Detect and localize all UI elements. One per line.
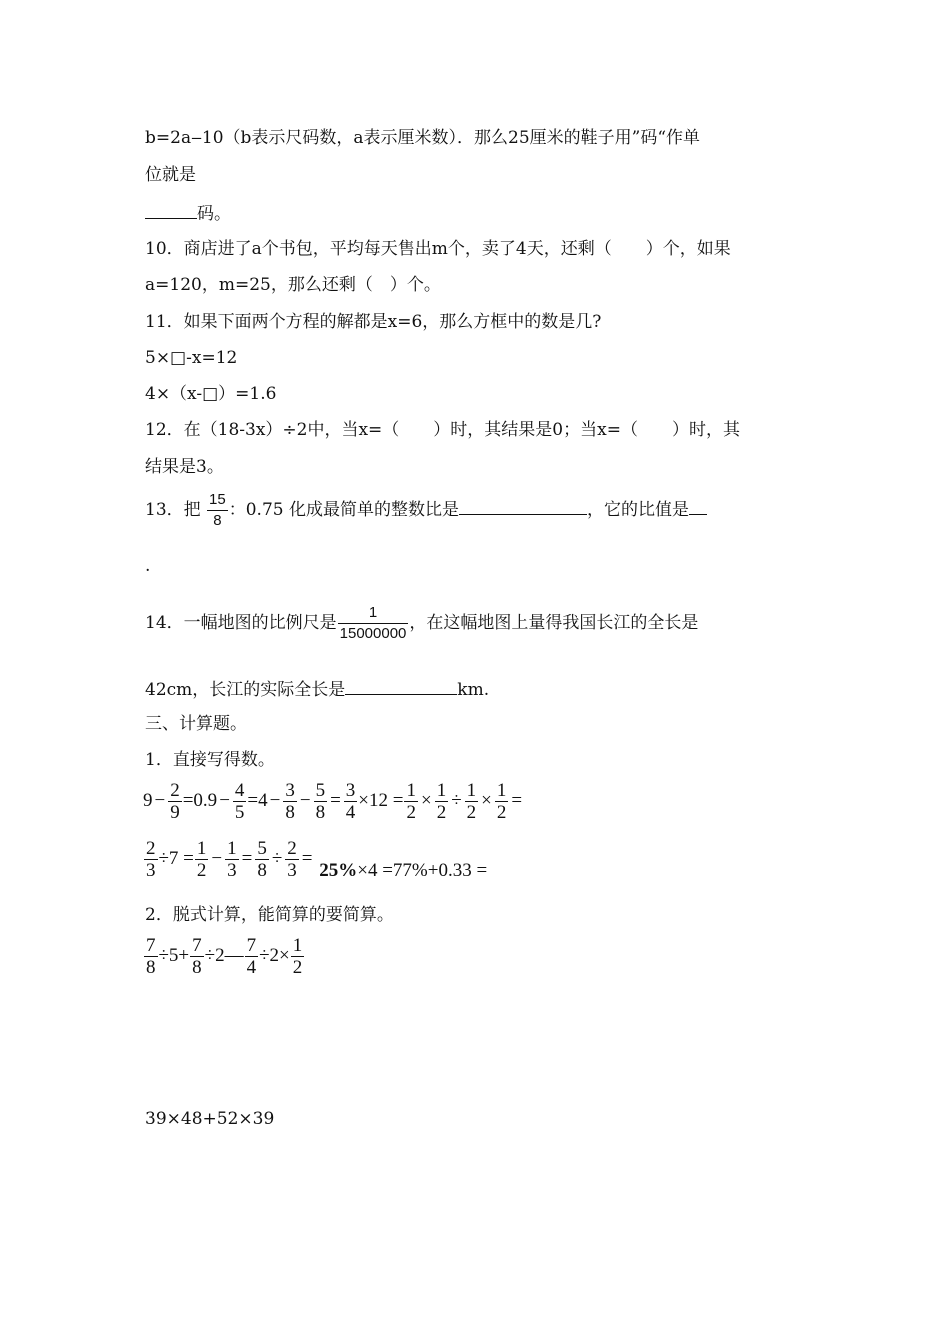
r1-frac8: $\frac{1}{2}$ <box>466 780 477 823</box>
q14-prefix: 14．一幅地图的比例尺是 <box>145 613 337 633</box>
r1-frac2: $\frac{4}{5}$ <box>234 780 245 823</box>
q10-line2: a=120，m=25，那么还剩（ ）个。 <box>145 275 441 295</box>
q12-line1: 12．在（18-3x）÷2中，当x=（ ）时，其结果是0；当x=（ ）时，其 <box>145 420 740 440</box>
r2-percent-77: ×4 =77% <box>357 859 428 881</box>
q13-ratio-blank[interactable] <box>459 496 587 515</box>
q13-value-blank[interactable] <box>689 496 707 515</box>
section3-q2: 2．脱式计算，能简算的要简算。 <box>145 905 394 925</box>
q13-prefix: 13．把 <box>145 500 201 520</box>
q9-line3 <box>145 200 231 226</box>
q13-line <box>145 490 707 531</box>
q12-line2: 结果是3。 <box>145 457 224 477</box>
q14-frac-den: 15000000 <box>339 625 407 642</box>
r2-frac5: $\frac{2}{3}$ <box>287 838 297 881</box>
q14-line2 <box>145 676 489 702</box>
r1-eq2: =4 <box>247 789 268 811</box>
r2-frac2: $\frac{1}{2}$ <box>196 838 207 881</box>
calc-row1: 9 − $\frac{2}{9}$ =0.9 − $\frac{4}{5}$ =4 − $\frac{3}{8}$ − $\frac{5}{8}$ = $\frac{3}{4}$ ×12 = $\frac{1}{2}$ × $\frac{1}{2}$ ÷ $\frac{1}{2}$ × $\frac{1}{2}$ = <box>143 780 523 823</box>
r2-percent-25: 25% <box>319 859 358 881</box>
r3-frac1: $\frac{7}{8}$ <box>146 935 156 978</box>
r3-op1: ÷5+ <box>158 944 190 966</box>
q13-frac-den: 8 <box>213 512 222 529</box>
r2-percent-group <box>319 860 487 881</box>
q14-scale-fraction <box>338 603 409 644</box>
section3-title: 三、计算题。 <box>145 714 247 734</box>
calc-row3 <box>143 935 305 978</box>
q9-line1: b=2a‒10（b表示尺码数，a表示厘米数）．那么25厘米的鞋子用”码“作单 <box>145 128 701 148</box>
r1-term-9: 9 <box>143 789 153 811</box>
r1-frac5: $\frac{3}{4}$ <box>345 780 356 823</box>
q13-fraction <box>207 490 228 531</box>
calc-row2: $\frac{2}{3}$ ÷7 = $\frac{1}{2}$ − $\frac{1}{3}$ = $\frac{5}{8}$ ÷ $\frac{2}{3}$ = 25%×4 =77%+0.33 = <box>146 838 488 881</box>
q13-frac-num: 15 <box>207 490 228 511</box>
r1-frac1: $\frac{2}{9}$ <box>170 780 180 823</box>
q14-line1 <box>145 603 698 644</box>
calc-expr2: 39×48+52×39 <box>145 1109 275 1129</box>
r3-frac4: $\frac{1}{2}$ <box>292 935 303 978</box>
q11-eq2: 4×（x-□）=1.6 <box>145 384 277 404</box>
q9-answer-blank[interactable] <box>145 200 197 219</box>
r1-frac9: $\frac{1}{2}$ <box>496 780 507 823</box>
r2-frac4: $\frac{5}{8}$ <box>257 838 267 881</box>
r1-frac6: $\frac{1}{2}$ <box>406 780 416 823</box>
q14-length-blank[interactable] <box>345 676 457 695</box>
q14-after: ，在这幅地图上量得我国长江的全长是 <box>409 613 699 633</box>
q10-line1: 10．商店进了a个书包，平均每天售出m个，卖了4天，还剩（ ）个，如果 <box>145 239 731 259</box>
r2-plus033: +0.33 = <box>427 859 488 881</box>
r1-eq1: =0.9 <box>182 789 218 811</box>
q11-line1: 11．如果下面两个方程的解都是x=6，那么方框中的数是几? <box>145 312 602 332</box>
q11-eq1: 5×□-x=12 <box>145 348 238 368</box>
q14-frac-num: 1 <box>338 603 409 624</box>
r2-frac1: $\frac{2}{3}$ <box>146 838 156 881</box>
r2-frac3: $\frac{1}{3}$ <box>227 838 237 881</box>
r1-frac4: $\frac{5}{8}$ <box>315 780 326 823</box>
r1-times12: ×12 = <box>358 789 404 811</box>
q9-line2: 位就是 <box>145 165 196 185</box>
q13-dot: . <box>145 556 151 576</box>
section3-q1: 1．直接写得数。 <box>145 750 275 770</box>
q9-tail: 码。 <box>197 204 231 224</box>
q14-line2-prefix: 42cm，长江的实际全长是 <box>145 680 346 700</box>
r1-frac7: $\frac{1}{2}$ <box>436 780 447 823</box>
q13-after: ，它的比值是 <box>587 500 689 520</box>
r3-op2: ÷2— <box>204 944 244 966</box>
r3-op3: ÷2× <box>259 944 290 966</box>
r1-frac3: $\frac{3}{8}$ <box>285 780 295 823</box>
q14-line2-suffix: km. <box>457 680 490 700</box>
r2-div7: ÷7 = <box>158 847 194 869</box>
q13-middle: ：0.75 化成最简单的整数比是 <box>228 500 459 520</box>
r3-frac3: $\frac{7}{4}$ <box>246 935 257 978</box>
r3-frac2: $\frac{7}{8}$ <box>192 935 202 978</box>
